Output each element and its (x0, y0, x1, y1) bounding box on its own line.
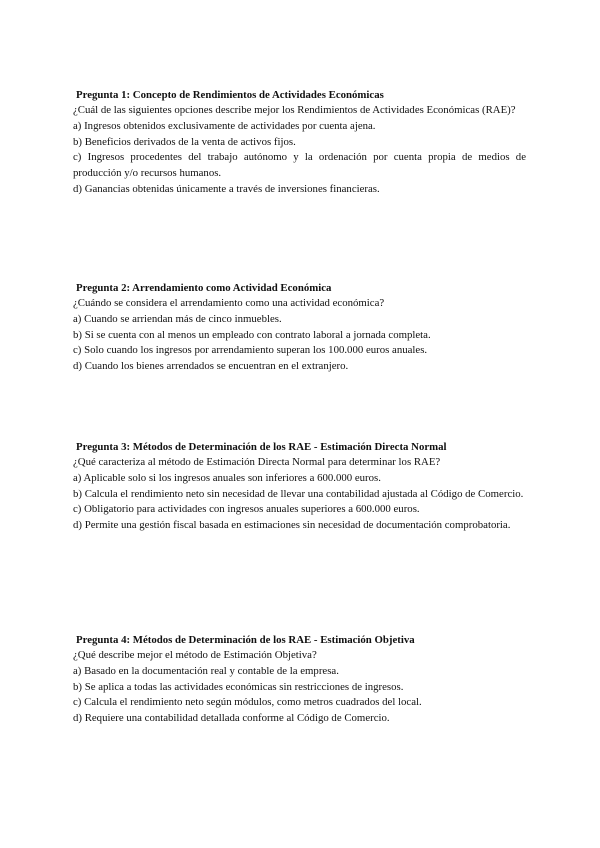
option-a: a) Aplicable solo si los ingresos anuales son inferiores a 600.000 euros. (73, 471, 381, 484)
question-text: ¿Cuándo se considera el arrendamiento como una actividad económica? (73, 297, 385, 309)
question-2 (73, 280, 526, 375)
option-c: c) Ingresos procedentes del trabajo autónomo y la ordenación por cuenta propia de medios de producción y/o recursos humanos. (73, 151, 526, 180)
question-text: ¿Cuál de las siguientes opciones describe mejor los Rendimientos de Actividades Económicas (RAE)? (73, 104, 516, 116)
option-c: c) Obligatorio para actividades con ingresos anuales superiores a 600.000 euros. (73, 503, 420, 516)
option-a: a) Ingresos obtenidos exclusivamente de actividades por cuenta ajena. (73, 119, 376, 132)
option-b: b) Beneficios derivados de la venta de activos fijos. (73, 135, 296, 148)
option-d: d) Permite una gestión fiscal basada en estimaciones sin necesidad de documentación comprobatoria. (73, 519, 511, 532)
option-d: d) Requiere una contabilidad detallada conforme al Código de Comercio. (73, 712, 390, 725)
question-title: Pregunta 1: Concepto de Rendimientos de Actividades Económicas (76, 89, 384, 101)
question-title: Pregunta 3: Métodos de Determinación de los RAE - Estimación Directa Normal (76, 441, 447, 453)
option-b: b) Si se cuenta con al menos un empleado con contrato laboral a jornada completa. (73, 328, 431, 341)
option-c: c) Solo cuando los ingresos por arrendamiento superan los 100.000 euros anuales. (73, 344, 428, 357)
option-b: b) Calcula el rendimiento neto sin necesidad de llevar una contabilidad ajustada al Código de Comercio. (73, 487, 524, 500)
option-a: a) Basado en la documentación real y contable de la empresa. (73, 664, 339, 677)
question-4 (73, 632, 526, 727)
option-c: c) Calcula el rendimiento neto según módulos, como metros cuadrados del local. (73, 696, 422, 709)
option-a: a) Cuando se arriendan más de cinco inmuebles. (73, 312, 282, 325)
question-title: Pregunta 4: Métodos de Determinación de los RAE - Estimación Objetiva (76, 634, 415, 646)
option-b: b) Se aplica a todas las actividades económicas sin restricciones de ingresos. (73, 680, 404, 693)
option-d: d) Ganancias obtenidas únicamente a través de inversiones financieras. (73, 182, 380, 195)
question-title: Pregunta 2: Arrendamiento como Actividad Económica (76, 282, 332, 294)
question-1 (73, 87, 526, 198)
option-d: d) Cuando los bienes arrendados se encuentran en el extranjero. (73, 360, 349, 373)
question-text: ¿Qué caracteriza al método de Estimación Directa Normal para determinar los RAE? (73, 456, 441, 468)
question-3 (73, 439, 526, 534)
question-text: ¿Qué describe mejor el método de Estimación Objetiva? (73, 649, 317, 661)
